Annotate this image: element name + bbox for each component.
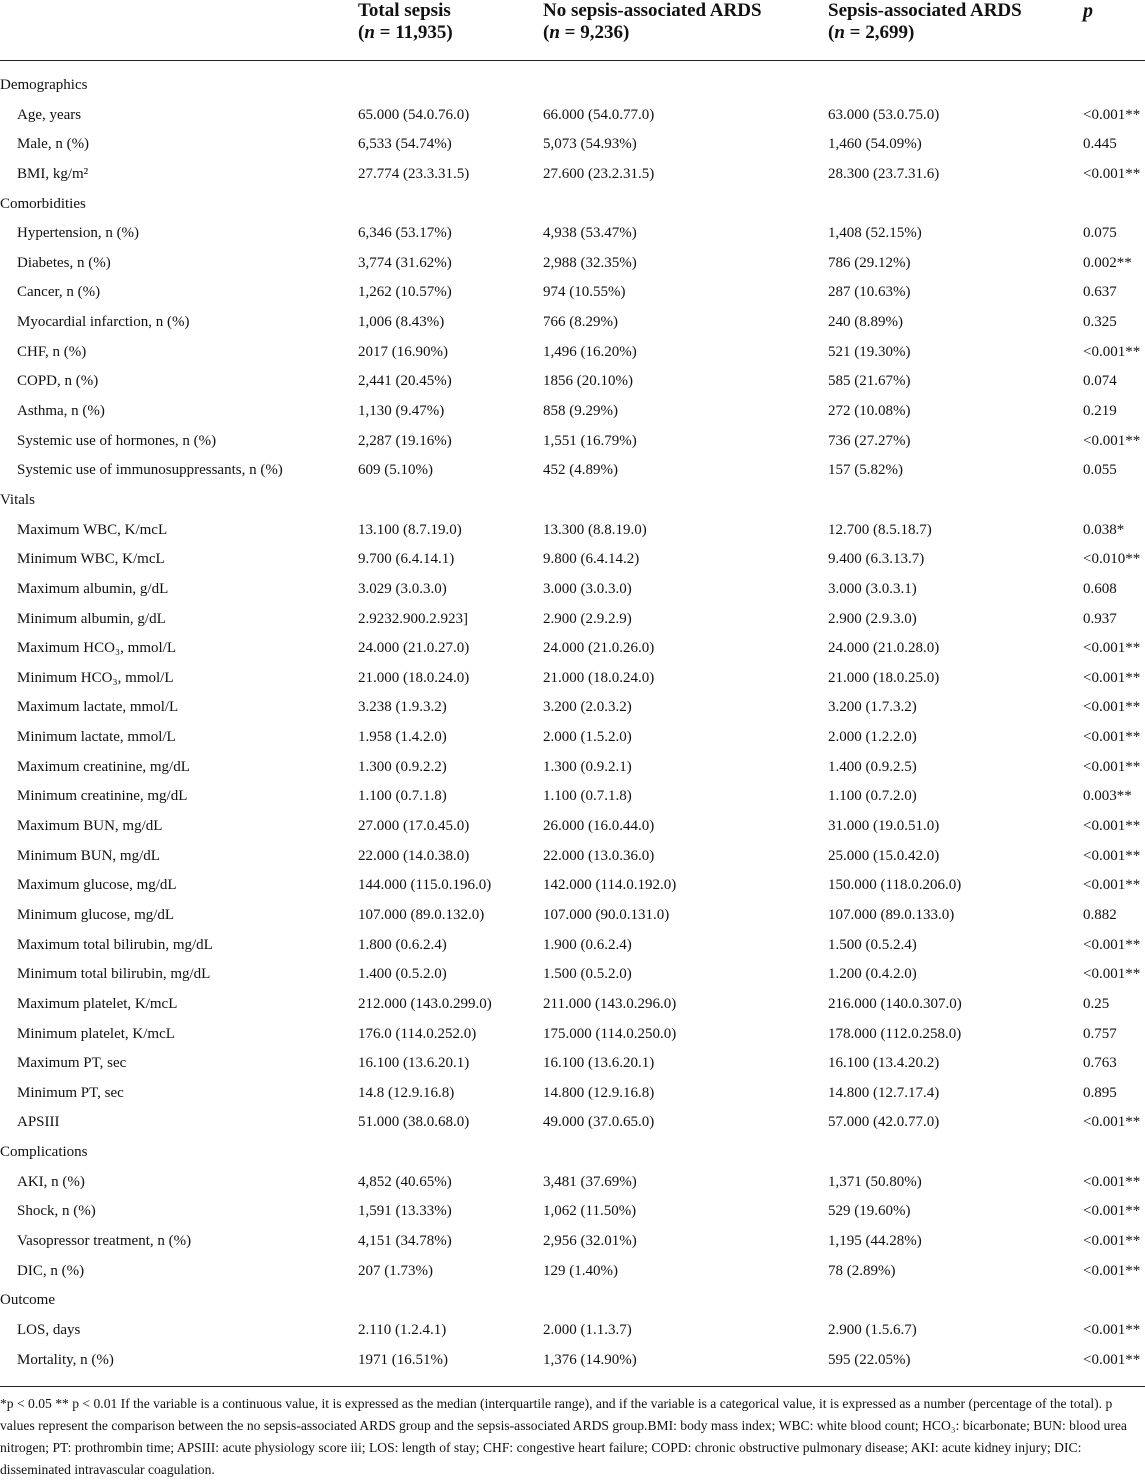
- table-row: [0, 723, 1145, 753]
- cell-total-sepsis: 24.000 (21.0.27.0): [358, 640, 470, 657]
- section-heading: [0, 71, 1145, 101]
- row-label: Minimum WBC, K/mcL: [17, 551, 165, 568]
- cell-total-sepsis: 65.000 (54.0.76.0): [358, 106, 470, 123]
- row-label: Minimum PT, sec: [17, 1084, 124, 1101]
- row-label: LOS, days: [17, 1321, 81, 1338]
- cell-ards: 1.100 (0.7.2.0): [828, 788, 917, 805]
- row-label: Myocardial infarction, n (%): [17, 314, 190, 331]
- cell-total-sepsis: 14.8 (12.9.16.8): [358, 1084, 455, 1101]
- cell-p-value: <0.001**: [1083, 966, 1141, 983]
- cell-p-value: <0.001**: [1083, 1351, 1141, 1368]
- cell-ards: 28.300 (23.7.31.6): [828, 165, 940, 182]
- cell-p-value: 0.895: [1083, 1084, 1117, 1101]
- section-label: Complications: [0, 1144, 88, 1161]
- cell-total-sepsis: 16.100 (13.6.20.1): [358, 1055, 470, 1072]
- row-label: Minimum albumin, g/dL: [17, 610, 166, 627]
- cell-no-ards: 3.000 (3.0.3.0): [543, 580, 632, 597]
- row-label: Vasopressor treatment, n (%): [17, 1232, 192, 1249]
- cell-p-value: 0.882: [1083, 906, 1117, 923]
- cell-ards: 157 (5.82%): [828, 462, 903, 479]
- row-label: COPD, n (%): [17, 373, 99, 390]
- cell-p-value: <0.001**: [1083, 165, 1141, 182]
- row-label: Mortality, n (%): [17, 1351, 114, 1368]
- cell-no-ards: 1,376 (14.90%): [543, 1351, 637, 1368]
- cell-p-value: <0.001**: [1083, 343, 1141, 360]
- cell-total-sepsis: 9.700 (6.4.14.1): [358, 551, 455, 568]
- row-label: Maximum creatinine, mg/dL: [17, 758, 190, 775]
- cell-no-ards: 16.100 (13.6.20.1): [543, 1055, 655, 1072]
- table-row: [0, 101, 1145, 131]
- cell-no-ards: 24.000 (21.0.26.0): [543, 640, 655, 657]
- cell-no-ards: 1.900 (0.6.2.4): [543, 936, 632, 953]
- cell-total-sepsis: 13.100 (8.7.19.0): [358, 521, 462, 538]
- cell-ards: 3.200 (1.7.3.2): [828, 699, 917, 716]
- cell-p-value: 0.075: [1083, 225, 1117, 242]
- cell-ards: 1,460 (54.09%): [828, 136, 922, 153]
- cell-total-sepsis: 1,130 (9.47%): [358, 403, 445, 420]
- row-label: Maximum total bilirubin, mg/dL: [17, 936, 213, 953]
- cell-p-value: <0.001**: [1083, 669, 1141, 686]
- row-label: AKI, n (%): [17, 1173, 85, 1190]
- cell-no-ards: 129 (1.40%): [543, 1262, 618, 1279]
- row-label: Systemic use of immunosuppressants, n (%): [17, 462, 283, 479]
- row-label: Male, n (%): [17, 136, 90, 153]
- cell-p-value: 0.937: [1083, 610, 1117, 627]
- table-row: [0, 1346, 1145, 1376]
- cell-no-ards: 21.000 (18.0.24.0): [543, 669, 655, 686]
- cell-no-ards: 27.600 (23.2.31.5): [543, 165, 655, 182]
- cell-no-ards: 142.000 (114.0.192.0): [543, 877, 677, 894]
- table-row: [0, 1079, 1145, 1109]
- cell-no-ards: 3.200 (2.0.3.2): [543, 699, 632, 716]
- cell-no-ards: 2,956 (32.01%): [543, 1232, 637, 1249]
- cell-ards: 1,408 (52.15%): [828, 225, 922, 242]
- cell-total-sepsis: 3.238 (1.9.3.2): [358, 699, 447, 716]
- table-row: [0, 1197, 1145, 1227]
- cell-total-sepsis: 207 (1.73%): [358, 1262, 433, 1279]
- table-row: [0, 545, 1145, 575]
- row-label: Systemic use of hormones, n (%): [17, 432, 217, 449]
- cell-no-ards: 14.800 (12.9.16.8): [543, 1084, 655, 1101]
- cell-p-value: 0.074: [1083, 373, 1117, 390]
- cell-p-value: <0.001**: [1083, 106, 1141, 123]
- table-row: [0, 605, 1145, 635]
- table-row: [0, 871, 1145, 901]
- section-heading: [0, 1138, 1145, 1168]
- row-label: Maximum albumin, g/dL: [17, 580, 169, 597]
- row-label: Minimum HCO₃, mmol/L: [17, 669, 174, 686]
- cell-ards: 31.000 (19.0.51.0): [828, 818, 940, 835]
- cell-p-value: <0.001**: [1083, 1114, 1141, 1131]
- header-ards: Sepsis-associated ARDS (n = 2,699): [828, 0, 1022, 43]
- cell-ards: 529 (19.60%): [828, 1203, 911, 1220]
- table-row: [0, 367, 1145, 397]
- cell-p-value: <0.001**: [1083, 1262, 1141, 1279]
- table-row: [0, 1108, 1145, 1138]
- row-label: Minimum total bilirubin, mg/dL: [17, 966, 211, 983]
- table-row: [0, 278, 1145, 308]
- table-row: [0, 1168, 1145, 1198]
- cell-p-value: 0.763: [1083, 1055, 1117, 1072]
- table-row: [0, 456, 1145, 486]
- cell-p-value: 0.219: [1083, 403, 1117, 420]
- cell-ards: 24.000 (21.0.28.0): [828, 640, 940, 657]
- row-label: Maximum BUN, mg/dL: [17, 818, 163, 835]
- cell-no-ards: 1.300 (0.9.2.1): [543, 758, 632, 775]
- cell-total-sepsis: 2.9232.900.2.923]: [358, 610, 468, 627]
- cell-total-sepsis: 21.000 (18.0.24.0): [358, 669, 470, 686]
- cell-total-sepsis: 6,533 (54.74%): [358, 136, 452, 153]
- cell-p-value: 0.25: [1083, 995, 1110, 1012]
- cell-no-ards: 1.500 (0.5.2.0): [543, 966, 632, 983]
- cell-no-ards: 1,062 (11.50%): [543, 1203, 637, 1220]
- cell-ards: 107.000 (89.0.133.0): [828, 906, 955, 923]
- table-row: [0, 664, 1145, 694]
- cell-ards: 3.000 (3.0.3.1): [828, 580, 917, 597]
- cell-ards: 2.900 (2.9.3.0): [828, 610, 917, 627]
- row-label: Maximum HCO₃, mmol/L: [17, 640, 176, 657]
- row-label: Diabetes, n (%): [17, 254, 111, 271]
- table-row: [0, 693, 1145, 723]
- row-label: Minimum lactate, mmol/L: [17, 729, 176, 746]
- row-label: Maximum lactate, mmol/L: [17, 699, 179, 716]
- section-heading: [0, 190, 1145, 220]
- cell-p-value: 0.757: [1083, 1025, 1117, 1042]
- cell-ards: 78 (2.89%): [828, 1262, 896, 1279]
- cell-ards: 1,371 (50.80%): [828, 1173, 922, 1190]
- table-row: [0, 1227, 1145, 1257]
- cell-ards: 240 (8.89%): [828, 314, 903, 331]
- table-row: [0, 219, 1145, 249]
- cell-ards: 2.900 (1.5.6.7): [828, 1321, 917, 1338]
- cell-no-ards: 22.000 (13.0.36.0): [543, 847, 655, 864]
- row-label: APSIII: [17, 1114, 60, 1131]
- cell-no-ards: 107.000 (90.0.131.0): [543, 906, 670, 923]
- row-label: Cancer, n (%): [17, 284, 101, 301]
- section-label: Vitals: [0, 491, 35, 508]
- table-row: [0, 960, 1145, 990]
- table-row: [0, 427, 1145, 457]
- cell-no-ards: 175.000 (114.0.250.0): [543, 1025, 677, 1042]
- cell-p-value: 0.608: [1083, 580, 1117, 597]
- cell-ards: 2.000 (1.2.2.0): [828, 729, 917, 746]
- cell-p-value: <0.001**: [1083, 432, 1141, 449]
- table-row: [0, 990, 1145, 1020]
- table-body: [0, 71, 1145, 1375]
- row-label: Asthma, n (%): [17, 403, 105, 420]
- cell-ards: 9.400 (6.3.13.7): [828, 551, 925, 568]
- cell-total-sepsis: 27.000 (17.0.45.0): [358, 818, 470, 835]
- cell-no-ards: 2.900 (2.9.2.9): [543, 610, 632, 627]
- table-row: [0, 160, 1145, 190]
- cell-p-value: 0.637: [1083, 284, 1117, 301]
- cell-no-ards: 2.000 (1.1.3.7): [543, 1321, 632, 1338]
- table-row: [0, 901, 1145, 931]
- cell-total-sepsis: 144.000 (115.0.196.0): [358, 877, 492, 894]
- header-p-value: p: [1083, 0, 1093, 22]
- cell-p-value: <0.001**: [1083, 1203, 1141, 1220]
- row-label: BMI, kg/m²: [17, 165, 89, 182]
- cell-total-sepsis: 2.110 (1.2.4.1): [358, 1321, 447, 1338]
- table-row: [0, 1316, 1145, 1346]
- row-label: Minimum glucose, mg/dL: [17, 906, 175, 923]
- cell-no-ards: 4,938 (53.47%): [543, 225, 637, 242]
- table-row: [0, 1049, 1145, 1079]
- cell-ards: 1.400 (0.9.2.5): [828, 758, 917, 775]
- row-label: Hypertension, n (%): [17, 225, 140, 242]
- cell-total-sepsis: 4,151 (34.78%): [358, 1232, 452, 1249]
- cell-no-ards: 1.100 (0.7.1.8): [543, 788, 632, 805]
- cell-p-value: 0.003**: [1083, 788, 1132, 805]
- cell-total-sepsis: 3,774 (31.62%): [358, 254, 452, 271]
- table-row: [0, 812, 1145, 842]
- cell-no-ards: 26.000 (16.0.44.0): [543, 818, 655, 835]
- cell-total-sepsis: 1,591 (13.33%): [358, 1203, 452, 1220]
- cell-no-ards: 1,551 (16.79%): [543, 432, 637, 449]
- cell-no-ards: 49.000 (37.0.65.0): [543, 1114, 655, 1131]
- cell-total-sepsis: 176.0 (114.0.252.0): [358, 1025, 477, 1042]
- cell-no-ards: 766 (8.29%): [543, 314, 618, 331]
- cell-total-sepsis: 1.800 (0.6.2.4): [358, 936, 447, 953]
- table-bottom-rule: [0, 1386, 1145, 1387]
- cell-total-sepsis: 1,262 (10.57%): [358, 284, 452, 301]
- cell-total-sepsis: 1.100 (0.7.1.8): [358, 788, 447, 805]
- cell-ards: 272 (10.08%): [828, 403, 911, 420]
- cell-total-sepsis: 1.400 (0.5.2.0): [358, 966, 447, 983]
- cell-total-sepsis: 22.000 (14.0.38.0): [358, 847, 470, 864]
- cell-ards: 57.000 (42.0.77.0): [828, 1114, 940, 1131]
- cell-no-ards: 2.000 (1.5.2.0): [543, 729, 632, 746]
- row-label: Maximum glucose, mg/dL: [17, 877, 177, 894]
- cell-ards: 1.500 (0.5.2.4): [828, 936, 917, 953]
- table-row: [0, 782, 1145, 812]
- row-label: Minimum creatinine, mg/dL: [17, 788, 188, 805]
- cell-total-sepsis: 1.300 (0.9.2.2): [358, 758, 447, 775]
- cell-no-ards: 2,988 (32.35%): [543, 254, 637, 271]
- cell-p-value: <0.001**: [1083, 758, 1141, 775]
- cell-no-ards: 5,073 (54.93%): [543, 136, 637, 153]
- section-heading: [0, 1286, 1145, 1316]
- cell-p-value: 0.325: [1083, 314, 1117, 331]
- table-row: [0, 1020, 1145, 1050]
- table-row: [0, 397, 1145, 427]
- row-label: Maximum platelet, K/mcL: [17, 995, 178, 1012]
- cell-p-value: <0.010**: [1083, 551, 1141, 568]
- cell-ards: 21.000 (18.0.25.0): [828, 669, 940, 686]
- cell-p-value: <0.001**: [1083, 640, 1141, 657]
- cell-ards: 14.800 (12.7.17.4): [828, 1084, 940, 1101]
- cell-total-sepsis: 27.774 (23.3.31.5): [358, 165, 470, 182]
- section-label: Outcome: [0, 1292, 55, 1309]
- cell-ards: 12.700 (8.5.18.7): [828, 521, 932, 538]
- cell-ards: 736 (27.27%): [828, 432, 911, 449]
- table-footnote: *p < 0.05 ** p < 0.01 If the variable is a continuous value, it is expressed as the median (interquartile range), and if the variable is a categorical value, it is expressed as a number (percentage of the total). p values represent the comparison between the no sepsis-associated ARDS group and the sepsis-associated ARDS group.BMI: body mass index; WBC: white blood count; HCO₃: bicarbonate; BUN: blood urea nitrogen; PT: prothrombin time; APSIII: acute physiology score iii; LOS: length of stay; CHF: congestive heart failure; COPD: chronic obstructive pulmonary disease; AKI: acute kidney injury; DIC: disseminated intravascular coagulation.: [0, 1396, 1127, 1477]
- cell-ards: 585 (21.67%): [828, 373, 911, 390]
- cell-p-value: <0.001**: [1083, 936, 1141, 953]
- row-label: Maximum PT, sec: [17, 1055, 127, 1072]
- cell-ards: 63.000 (53.0.75.0): [828, 106, 940, 123]
- cell-p-value: <0.001**: [1083, 1173, 1141, 1190]
- row-label: Age, years: [17, 106, 82, 123]
- cell-p-value: <0.001**: [1083, 1321, 1141, 1338]
- table-row: [0, 931, 1145, 961]
- cell-ards: 25.000 (15.0.42.0): [828, 847, 940, 864]
- cell-ards: 1,195 (44.28%): [828, 1232, 922, 1249]
- cell-total-sepsis: 1.958 (1.4.2.0): [358, 729, 447, 746]
- cell-total-sepsis: 107.000 (89.0.132.0): [358, 906, 485, 923]
- table-row: [0, 842, 1145, 872]
- section-label: Comorbidities: [0, 195, 86, 212]
- cell-no-ards: 9.800 (6.4.14.2): [543, 551, 640, 568]
- cell-ards: 1.200 (0.4.2.0): [828, 966, 917, 983]
- row-label: CHF, n (%): [17, 343, 87, 360]
- cell-no-ards: 3,481 (37.69%): [543, 1173, 637, 1190]
- table-row: [0, 1257, 1145, 1287]
- cell-p-value: 0.002**: [1083, 254, 1132, 271]
- cell-p-value: <0.001**: [1083, 818, 1141, 835]
- cell-ards: 216.000 (140.0.307.0): [828, 995, 962, 1012]
- table-header: [0, 0, 1145, 61]
- header-total-sepsis: Total sepsis (n = 11,935): [358, 0, 453, 43]
- cell-total-sepsis: 2,441 (20.45%): [358, 373, 452, 390]
- table-row: [0, 634, 1145, 664]
- cell-no-ards: 1856 (20.10%): [543, 373, 633, 390]
- section-label: Demographics: [0, 77, 88, 93]
- header-no-ards: No sepsis-associated ARDS (n = 9,236): [543, 0, 762, 43]
- cell-no-ards: 858 (9.29%): [543, 403, 618, 420]
- cell-no-ards: 13.300 (8.8.19.0): [543, 521, 647, 538]
- row-label: Maximum WBC, K/mcL: [17, 521, 168, 538]
- cell-ards: 786 (29.12%): [828, 254, 911, 271]
- cell-ards: 595 (22.05%): [828, 1351, 911, 1368]
- cell-total-sepsis: 212.000 (143.0.299.0): [358, 995, 492, 1012]
- table-row: [0, 753, 1145, 783]
- cell-total-sepsis: 1971 (16.51%): [358, 1351, 448, 1368]
- row-label: Minimum platelet, K/mcL: [17, 1025, 175, 1042]
- cell-total-sepsis: 4,852 (40.65%): [358, 1173, 452, 1190]
- cell-ards: 521 (19.30%): [828, 343, 911, 360]
- cell-p-value: <0.001**: [1083, 729, 1141, 746]
- cell-no-ards: 1,496 (16.20%): [543, 343, 637, 360]
- table-row: [0, 575, 1145, 605]
- cell-ards: 150.000 (118.0.206.0): [828, 877, 962, 894]
- cell-ards: 16.100 (13.4.20.2): [828, 1055, 940, 1072]
- cell-total-sepsis: 2017 (16.90%): [358, 343, 448, 360]
- table-row: [0, 130, 1145, 160]
- table-row: [0, 308, 1145, 338]
- table-row: [0, 338, 1145, 368]
- cell-p-value: <0.001**: [1083, 699, 1141, 716]
- cell-p-value: 0.038*: [1083, 521, 1125, 538]
- cell-p-value: 0.055: [1083, 462, 1117, 479]
- cell-no-ards: 211.000 (143.0.296.0): [543, 995, 677, 1012]
- cell-p-value: <0.001**: [1083, 877, 1141, 894]
- cell-no-ards: 452 (4.89%): [543, 462, 618, 479]
- cell-total-sepsis: 2,287 (19.16%): [358, 432, 452, 449]
- table-row: [0, 516, 1145, 546]
- cell-total-sepsis: 609 (5.10%): [358, 462, 433, 479]
- cell-total-sepsis: 1,006 (8.43%): [358, 314, 445, 331]
- row-label: DIC, n (%): [17, 1262, 85, 1279]
- cell-ards: 287 (10.63%): [828, 284, 911, 301]
- row-label: Minimum BUN, mg/dL: [17, 847, 160, 864]
- cell-p-value: 0.445: [1083, 136, 1117, 153]
- cell-p-value: <0.001**: [1083, 847, 1141, 864]
- cell-ards: 178.000 (112.0.258.0): [828, 1025, 962, 1042]
- cell-no-ards: 66.000 (54.0.77.0): [543, 106, 655, 123]
- cell-total-sepsis: 51.000 (38.0.68.0): [358, 1114, 470, 1131]
- section-heading: [0, 486, 1145, 516]
- table-row: [0, 249, 1145, 279]
- cell-total-sepsis: 3.029 (3.0.3.0): [358, 580, 447, 597]
- cell-no-ards: 974 (10.55%): [543, 284, 626, 301]
- row-label: Shock, n (%): [17, 1203, 96, 1220]
- cell-total-sepsis: 6,346 (53.17%): [358, 225, 452, 242]
- cell-p-value: <0.001**: [1083, 1232, 1141, 1249]
